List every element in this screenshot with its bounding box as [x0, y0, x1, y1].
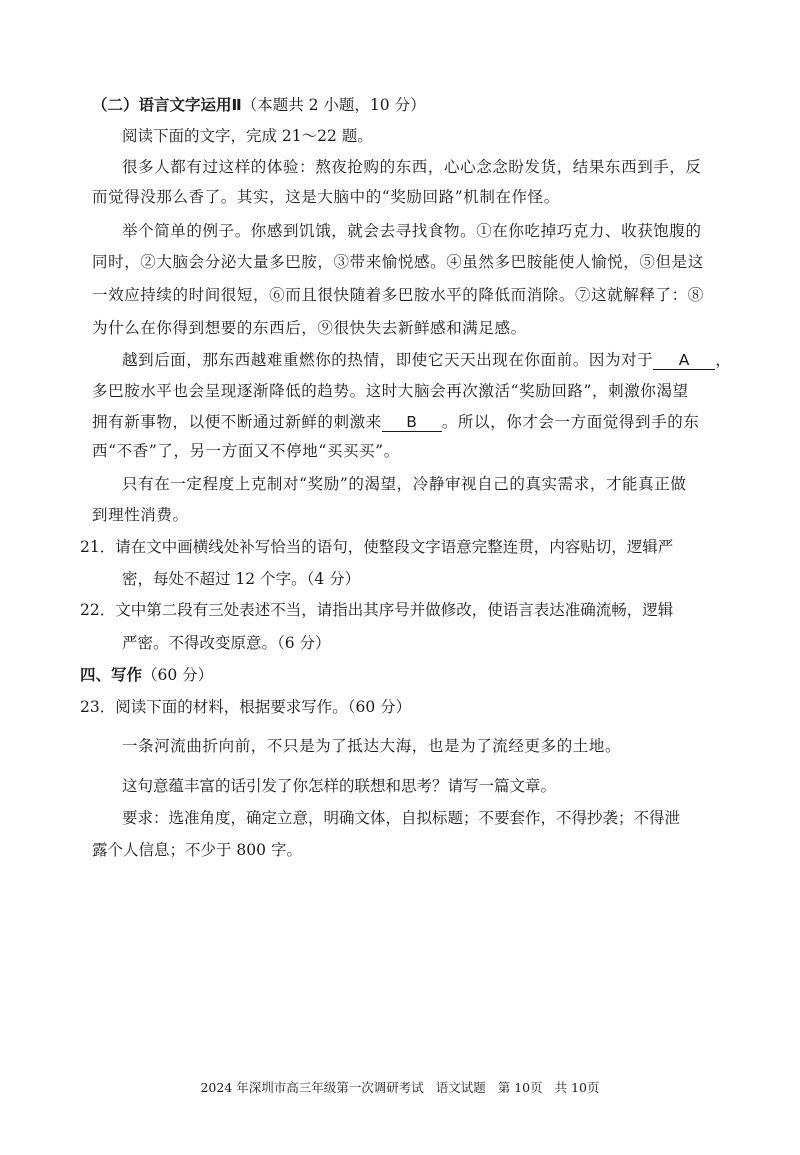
- section2-heading: [92, 95, 426, 115]
- footer-subject: 语文试题: [435, 1080, 486, 1095]
- blank-b[interactable]: B: [382, 413, 442, 432]
- section4-heading: [80, 665, 213, 685]
- section2-score: （本题共 2 小题，10 分）: [241, 96, 426, 114]
- writing-material: 一条河流曲折向前，不只是为了抵达大海，也是为了流经更多的土地。: [122, 737, 622, 755]
- passage-p4-line1: 只有在一定程度上克制对“奖励”的渴望，冷静审视自己的真实需求，才能真正做: [122, 475, 687, 493]
- passage-p1-line2: 而觉得没那么香了。其实，这是大脑中的“奖励回路”机制在作怪。: [92, 188, 560, 206]
- blank-a[interactable]: A: [653, 351, 715, 370]
- passage-p2-line3: 一效应持续的时间很短，⑥而且很快随着多巴胺水平的降低而消除。⑦这就解释了：⑧: [92, 286, 704, 304]
- passage-p3-line1: [122, 350, 731, 370]
- passage-p3-line3-end: 。所以，你才会一方面觉得到手的东: [441, 413, 700, 431]
- passage-p3-line2: 多巴胺水平也会呈现逐渐降低的趋势。这时大脑会再次激活“奖励回路”，刺激你渴望: [92, 382, 689, 400]
- question-21-line1: 21．请在文中画横线处补写恰当的语句，使整段文字语意完整连贯，内容贴切，逻辑严: [80, 538, 674, 556]
- passage-p3-line3: [92, 412, 699, 432]
- section2-instruction: 阅读下面的文字，完成 21～22 题。: [122, 127, 373, 145]
- question-22-line2: 严密。不得改变原意。（6 分）: [122, 634, 331, 652]
- question-21-line2: 密，每处不超过 12 个字。（4 分）: [122, 570, 361, 588]
- passage-p3-line1-text: 越到后面，那东西越难重燃你的热情，即使它天天出现在你面前。因为对于: [122, 351, 654, 369]
- footer-total-pages: 共 10页: [554, 1080, 600, 1095]
- section4-title: 四、写作: [80, 666, 143, 684]
- writing-prompt: 这句意蕴丰富的话引发了你怎样的联想和思考？请写一篇文章。: [122, 777, 557, 795]
- writing-requirements-line2: 露个人信息；不少于 800 字。: [92, 841, 302, 859]
- question-23: 23．阅读下面的材料，根据要求写作。（60 分）: [80, 698, 412, 716]
- page-footer: [0, 1078, 800, 1096]
- question-22-line1: 22．文中第二段有三处表述不当，请指出其序号并做修改，使语言表达准确流畅，逻辑: [80, 601, 674, 619]
- passage-p3-line3-text: 拥有新事物，以便不断通过新鲜的刺激来: [92, 413, 382, 431]
- writing-requirements-line1: 要求：选准角度，确定立意，明确文体，自拟标题；不要套作，不得抄袭；不得泄: [122, 809, 681, 827]
- passage-p2-line2: 同时，②大脑会分泌大量多巴胺，③带来愉悦感。④虽然多巴胺能使人愉悦，⑤但是这: [92, 253, 704, 271]
- passage-p2-line1: 举个简单的例子。你感到饥饿，就会去寻找食物。①在你吃掉巧克力、收获饱腹的: [122, 222, 702, 240]
- passage-p3-line4: 西“不香”了，另一方面又不停地“买买买”。: [92, 442, 400, 460]
- footer-page-number: 第 10页: [497, 1080, 543, 1095]
- footer-exam-title: 2024 年深圳市高三年级第一次调研考试: [200, 1080, 424, 1095]
- passage-p3-line1-end: ，: [715, 351, 732, 369]
- passage-p1-line1: 很多人都有过这样的体验：熬夜抢购的东西，心心念念盼发货，结果东西到手，反: [122, 158, 702, 176]
- passage-p4-line2: 到理性消费。: [92, 506, 189, 524]
- section2-title: （二）语言文字运用Ⅱ: [92, 96, 242, 114]
- passage-p2-line4: 为什么在你得到想要的东西后，⑨很快失去新鲜感和满足感。: [92, 319, 527, 337]
- section4-score: （60 分）: [142, 666, 214, 684]
